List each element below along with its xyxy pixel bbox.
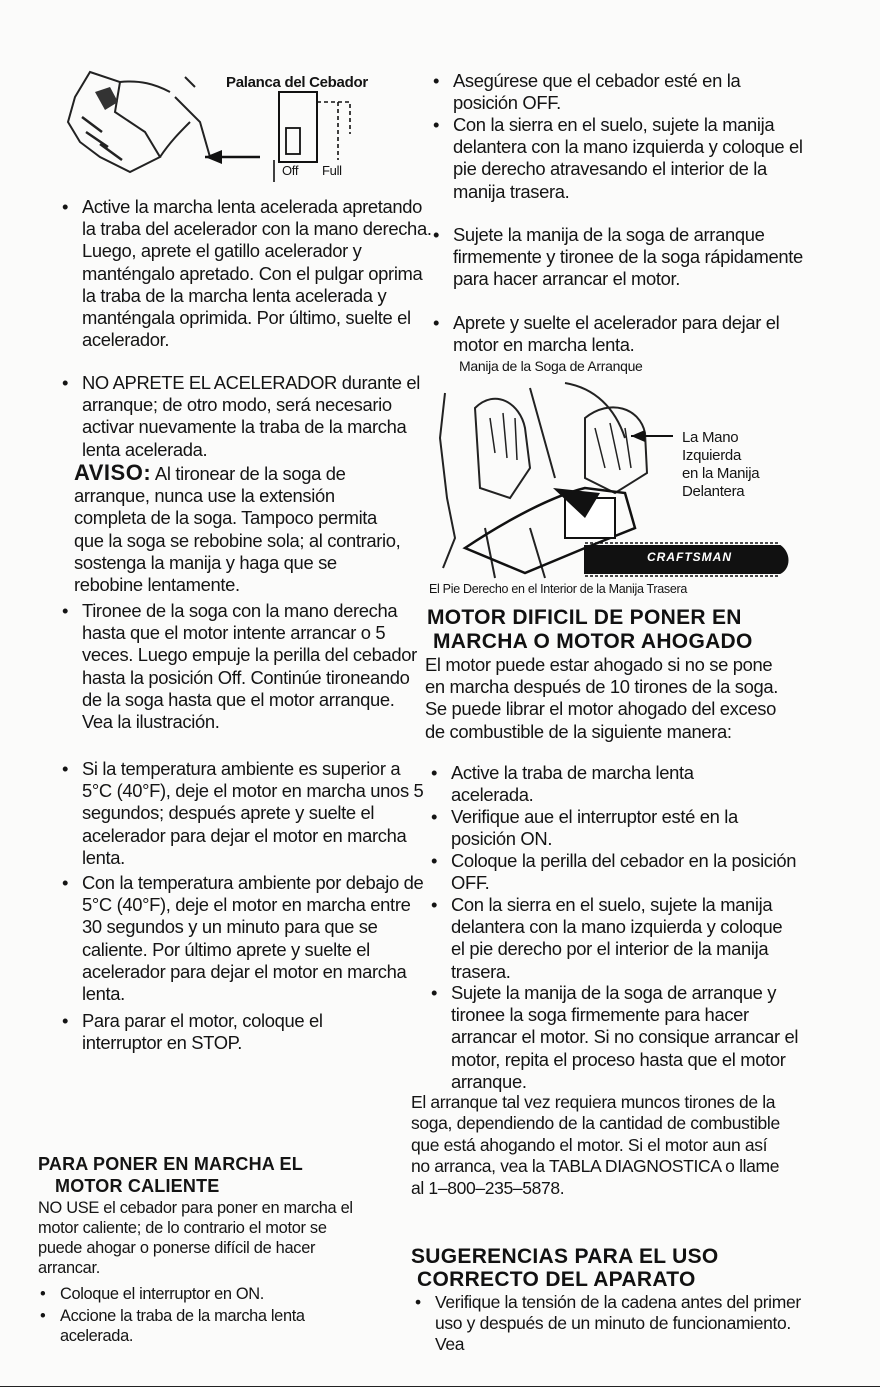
starting-position-figure <box>435 356 795 596</box>
bullet-fast-idle: • Active la marcha lenta acelerada apretando la traba del acelerador con la mano derecha. Luego, aprete el gatillo acelerador y manténgalo apretado. Con el pulgar oprima la traba de la marcha lenta acelerada y manténgala oprimida. Por último, suelte el acelerador. <box>58 196 432 351</box>
flooded-after-text: El arranque tal vez requiera muncos tirones de la soga, dependiendo de la cantidad de combustible que está ahogando el motor. Si el motor aun así no arranca, vea la TABLA DIAGNOSTICA o llame al 1–800–235–5878. <box>411 1092 780 1198</box>
left-hand-label-2: Izquierda <box>682 447 742 464</box>
aviso-label: AVISO: <box>74 460 152 485</box>
bullet-no-throttle: • NO APRETE EL ACELERADOR durante el arranque; de otro modo, será necesario activar nuevamente la traba de la marcha lenta acelerada. <box>58 372 432 461</box>
flooded-step-position: • Con la sierra en el suelo, sujete la manija delantera con la mano izquierda y coloque el pie derecho por el interior de la manija trasera. <box>427 894 791 983</box>
flooded-heading-line1: MOTOR DIFICIL DE PONER EN <box>427 606 742 629</box>
left-hand-label-4: Delantera <box>682 483 745 500</box>
aviso-paragraph <box>74 462 406 596</box>
tips-heading-line1: SUGERENCIAS PARA EL USO <box>411 1245 719 1268</box>
flooded-heading-line2: MARCHA O MOTOR AHOGADO <box>433 630 753 653</box>
right-column <box>411 0 875 1387</box>
flooded-step-choke: • Coloque la perilla del cebador en la posición OFF. <box>427 850 801 894</box>
rope-handle-label: Manija de la Soga de Arranque <box>459 358 643 374</box>
bullet-saw-on-ground: • Con la sierra en el suelo, sujete la manija delantera con la mano izquierda y coloque el pie derecho atravesando el interior de la manija trasera. <box>429 114 803 203</box>
bullet-fast-idle-lock: • Accione la traba de la marcha lenta acelerada. <box>36 1306 320 1346</box>
aviso-text: Al tironear de la soga de arranque, nunca use la extensión completa de la soga. Tampoco permita que la soga se rebobine sola; al contrario, sostenga la manija y haga que se rebobine lentamente. <box>74 463 401 596</box>
bullet-stop: • Para parar el motor, coloque el interruptor en STOP. <box>58 1010 402 1054</box>
hot-start-heading-line1: PARA PONER EN MARCHA EL <box>38 1154 303 1174</box>
figure-caption: El Pie Derecho en el Interior de la Manija Trasera <box>429 582 688 596</box>
choke-off-label: Off <box>282 163 299 178</box>
choke-full-label: Full <box>322 163 342 178</box>
flooded-intro-text: El motor puede estar ahogado si no se pone en marcha después de 10 tirones de la soga. Se puede librar el motor ahogado del exceso de combustible de la siguiente manera: <box>425 654 779 742</box>
left-hand-label-1: La Mano <box>682 429 739 446</box>
left-hand-label-3: en la Manija <box>682 465 760 482</box>
hot-start-heading-line2: MOTOR CALIENTE <box>55 1176 220 1196</box>
bullet-switch-on: • Coloque el interruptor en ON. <box>36 1284 390 1304</box>
flooded-step-fast-idle: • Active la traba de marcha lenta acelerada. <box>427 762 771 806</box>
choke-figure-title: Palanca del Cebador <box>226 74 368 91</box>
bullet-grip-rope: • Sujete la manija de la soga de arranque firmemente y tironee de la soga rápidamente para hacer arrancar el motor. <box>429 224 803 291</box>
bullet-warm-above: • Si la temperatura ambiente es superior a 5°C (40°F), deje el motor en marcha unos 5 segundos; después aprete y suelte el acelerador para dejar el motor en marcha lenta. <box>58 758 427 869</box>
bullet-pull-rope: • Tironee de la soga con la mano derecha hasta que el motor intente arrancar o 5 veces. Luego empuje la perilla del cebador hasta la posición Off. Continúe tironeando de la soga hasta que el motor arranque. Vea la ilustración. <box>58 600 427 733</box>
choke-lever-figure <box>60 62 410 182</box>
flooded-step-switch: • Verifique aue el interruptor esté en la posición ON. <box>427 806 801 850</box>
bullet-release-throttle: • Aprete y suelte el acelerador para dejar el motor en marcha lenta. <box>429 312 803 356</box>
left-column <box>0 0 432 1387</box>
bullet-choke-off: • Asegúrese que el cebador esté en la posición OFF. <box>429 70 803 114</box>
tips-heading-line2: CORRECTO DEL APARATO <box>417 1268 696 1291</box>
flooded-step-pull: • Sujete la manija de la soga de arranque y tironee la soga firmemente para hacer arrancar el motor. Si no consique arrancar el motor, repita el proceso hasta que el motor arranque. <box>427 982 811 1093</box>
bullet-warm-below: • Con la temperatura ambiente por debajo de 5°C (40°F), deje el motor en marcha entre 30 segundos y un minuto para que se caliente. Por último aprete y suelte el acelerador para dejar el motor en marcha lenta. <box>58 872 427 1005</box>
tips-chain-tension: • Verifique la tensión de la cadena antes del primer uso y después de un minuto de funcionamiento. Vea <box>411 1292 815 1355</box>
hot-start-text: NO USE el cebador para poner en marcha el motor caliente; de lo contrario el motor se puede ahogar o ponerse difícil de hacer arrancar. <box>38 1199 353 1277</box>
brand-logo: CRAFTSMAN <box>647 550 732 564</box>
